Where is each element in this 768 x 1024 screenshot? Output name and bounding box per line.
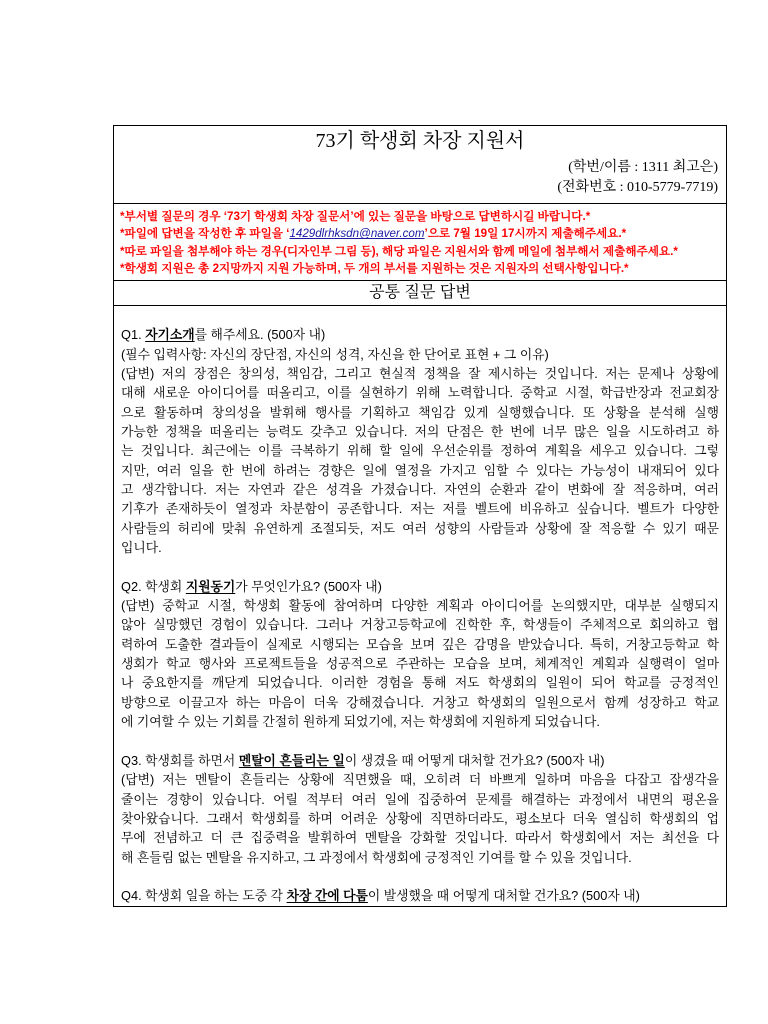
blank-line [121,732,719,751]
notice-box [114,204,726,281]
question-text: 가 무엇인가요? (500자 내) [235,578,382,594]
answer-line: 방향으로 이끌고자 하는 마음이 더욱 강해졌습니다. 거창고 학생회의 일원으로서 함께 성장하고 학교 [121,694,719,710]
answer-line: (답변) 저의 장점은 창의성, 책임감, 그리고 현실적 정책을 잘 제시하는 것입니다. 저는 문제나 상황에 [121,365,719,381]
answer-line: 생회가 학교 행사와 프로젝트들을 성공적으로 주관하는 모습을 보며, 체계적인 계획과 실행력이 얼마 [121,656,719,672]
answer-line: (답변) 저는 멘탈이 흔들리는 상황에 직면했을 때, 오히려 더 바쁘게 일하며 마음을 다잡고 잡생각을 [121,772,719,788]
section-title: 공통 질문 답변 [369,284,471,301]
notice-text: *파일에 답변을 작성한 후 파일을 ‘ [120,227,290,241]
notice-item-email [120,225,720,242]
answer-line: 줄이는 경향이 있습니다. 어릴 적부터 여러 일에 집중하여 문제를 해결하는 과정에서 내면의 평온을 [121,791,719,807]
form-header [114,126,726,204]
answer-line: 대해 새로운 아이디어를 떠올리고, 이를 실현하기 위해 노력합니다. 중학교 시절, 학급반장과 전교회장 [121,385,719,401]
question-text: Q1. [121,327,146,343]
answer-line: 고 생각합니다. 저는 자연과 같은 성격을 가졌습니다. 자연의 순환과 같이 변화에 잘 적응하며, 여러 [121,482,719,498]
application-form [113,125,727,907]
phone-number: (전화번호 : 010-5779-7719) [557,180,718,195]
question-1 [121,325,719,344]
question-text: 이 생겼을 때 어떻게 대처할 건가요? (500자 내) [344,752,605,768]
question-keyword: 차장 간에 다툼 [286,888,368,904]
notice-item: *따로 파일을 첨부해야 하는 경우(디자인부 그림 등), 해당 파일은 지원서와 함께 메일에 첨부해서 제출해주세요.* [120,244,678,258]
blank-line [121,867,719,886]
question-2 [121,577,719,596]
question-text: Q4. 학생회 일을 하는 도중 각 [121,888,287,904]
question-text: 를 해주세요. (500자 내) [194,327,326,343]
email-link[interactable]: 1429dlrhksdn@naver.com [289,227,425,241]
common-answers [114,306,726,906]
question-text: Q3. 학생회를 하면서 [121,752,239,768]
answer-line: 해 흔들림 없는 멘탈을 유지하고, 그 과정에서 학생회에 긍정적인 기여를 할 수 있을 것입니다. [121,849,632,865]
notice-text: ’으로 7월 19일 17시까지 제출해주세요.* [424,227,627,241]
notice-item: *학생회 지원은 총 2지망까지 지원 가능하며, 두 개의 부서를 지원하는 것은 지원자의 선택사항입니다.* [120,261,629,275]
notice-item: *부서별 질문의 경우 ‘73기 학생회 차장 질문서’에 있는 질문을 바탕으로 답변하시길 바랍니다.* [120,210,591,223]
question-text: Q2. 학생회 [121,578,186,594]
answer-line: 찾아왔습니다. 그래서 학생회를 하며 어려운 상황에 직면하더라도, 평소보다 더욱 열심히 학생회의 업 [121,810,719,826]
answer-line: (답변) 중학교 시절, 학생회 활동에 참여하며 다양한 계획과 아이디어를 논의했지만, 대부분 실행되지 [121,598,719,614]
answer-line: 기후가 존재하듯이 열정과 차분함이 공존합니다. 저는 저를 벨트에 비유하고 싶습니다. 벨트가 다양한 [121,501,719,517]
answer-line: 않아 실망했던 경험이 있습니다. 그러나 거창고등학교에 진학한 후, 학생들이 주체적으로 회의하고 협 [121,617,719,633]
blank-line [121,557,719,576]
question-text: 이 발생했을 때 어떻게 대처할 건가요? (500자 내) [367,888,640,904]
question-4 [121,886,719,905]
question-3 [121,751,719,770]
form-title: 73기 학생회 차장 지원서 [315,130,525,152]
answer-line: 무에 전념하고 더 큰 집중력을 발휘하여 멘탈을 강화할 것입니다. 따라서 학생회에서 저는 최선을 다 [121,830,719,846]
section-header [114,281,726,306]
answer-line: 지만, 여러 일을 한 번에 하려는 경향은 일에 열정을 가지고 임할 수 있다는 가능성이 내재되어 있다 [121,462,719,478]
answer-line: 사람들의 허리에 맞춰 유연하게 조절되듯, 저도 여러 성향의 사람들과 상황에 잘 적응할 수 있기 때문 [121,520,719,536]
answer-line: 나 중요한지를 깨닫게 되었습니다. 이러한 경험을 통해 저도 학생회의 일원이 되어 학교를 긍정적인 [121,675,719,691]
student-id-name: (학번/이름 : 1311 최고은) [568,160,718,175]
answer-line: 는 것입니다. 최근에는 이를 극복하기 위해 할 일에 우선순위를 정하여 계획을 세우고 있습니다. 그렇 [121,443,719,459]
question-keyword: 멘탈이 흔들리는 일 [238,752,345,768]
answer-line: 에 기여할 수 있는 기회를 간절히 원하게 되었기에, 저는 학생회에 지원하게 되었습니다. [121,714,600,730]
question-keyword: 지원동기 [185,578,236,594]
answer-line: 력하여 도출한 결과들이 실제로 시행되는 모습을 보며 깊은 감명을 받았습니다. 특히, 거창고등학교 학 [121,636,719,652]
answer-line: 가능한 정책을 떠올리는 능력도 갖추고 있습니다. 저의 단점은 한 번에 너무 많은 일을 시도하려고 하 [121,424,719,440]
answer-line: 으로 활동하며 창의성을 발휘해 행사를 기획하고 책임감 있게 실행했습니다. 또 상황을 분석해 실행 [121,404,719,420]
question-note: (필수 입력사항: 자신의 장단점, 자신의 성격, 자신을 한 단어로 표현 + 그 이유) [121,346,549,362]
answer-line: 입니다. [121,540,162,556]
question-keyword: 자기소개 [145,327,195,343]
